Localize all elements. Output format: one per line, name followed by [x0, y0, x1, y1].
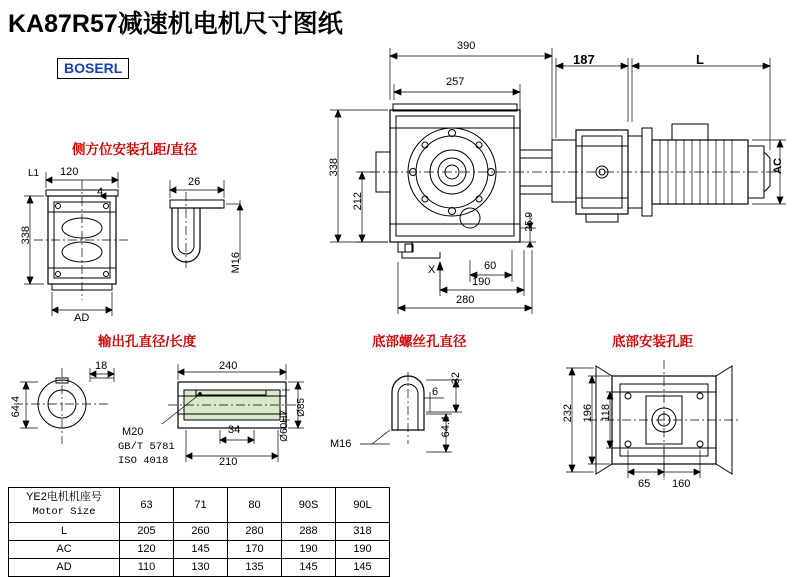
caption-output-bore: 输出孔直径/长度 [98, 334, 197, 349]
table-row [9, 559, 390, 577]
table-cell: 145 [282, 559, 336, 577]
dim-25-9: 25.9 [524, 212, 535, 232]
table-cell: 318 [336, 523, 390, 541]
table-cell: 170 [228, 541, 282, 559]
table-cell: 190 [336, 541, 390, 559]
dim-60h7: Ø60H7 [279, 410, 290, 442]
dim-338-main: 338 [328, 158, 340, 177]
table-row [9, 541, 390, 559]
dim-338-side: 338 [20, 226, 32, 245]
table-header-line2: Motor Size [32, 506, 96, 518]
table-cell: 280 [228, 523, 282, 541]
caption-side-mount: 侧方位安装孔距/直径 [72, 142, 198, 157]
dim-85: Ø85 [296, 398, 307, 417]
dim-34: 34 [228, 424, 241, 436]
dim-240: 240 [219, 360, 238, 372]
table-size-3: 90S [282, 488, 336, 523]
dim-L-main: L [696, 52, 704, 67]
brand-logo: BOSERL [57, 58, 129, 79]
dim-AC-main: AC [772, 158, 784, 174]
dim-210: 210 [219, 456, 238, 468]
dim-232: 232 [562, 404, 574, 423]
dim-280: 280 [456, 294, 475, 306]
dim-AD-side: AD [74, 312, 90, 324]
dim-18: 18 [95, 360, 108, 372]
dim-L1: L1 [28, 168, 40, 179]
table-header-line1: YE2电机机座号 [26, 491, 102, 503]
dim-190: 190 [472, 276, 491, 288]
table-cell: 145 [336, 559, 390, 577]
dim-65: 65 [638, 478, 651, 490]
dim-6: 6 [432, 386, 439, 398]
table-cell: 135 [228, 559, 282, 577]
table-size-4: 90L [336, 488, 390, 523]
thread-M16-screw: M16 [330, 438, 352, 450]
page-title: KA87R57减速机电机尺寸图纸 [8, 10, 343, 38]
thread-M16-side: M16 [230, 252, 242, 274]
dim-4: 4 [97, 186, 104, 198]
dim-X: X [428, 264, 436, 276]
table-row-label-L: L [9, 523, 120, 541]
dim-32: 32 [450, 372, 462, 385]
caption-bottom-screw: 底部螺丝孔直径 [372, 334, 467, 349]
dim-60: 60 [484, 260, 497, 272]
table-cell: 120 [120, 541, 174, 559]
std-gb: GB/T 5781 [118, 441, 175, 453]
std-iso: ISO 4018 [118, 455, 169, 467]
table-cell: 130 [174, 559, 228, 577]
table-cell: 260 [174, 523, 228, 541]
table-size-2: 80 [228, 488, 282, 523]
key-M20: M20 [122, 426, 144, 438]
table-cell: 288 [282, 523, 336, 541]
dim-196: 196 [582, 404, 594, 423]
table-size-1: 71 [174, 488, 228, 523]
table-cell: 145 [174, 541, 228, 559]
dim-257: 257 [446, 76, 465, 88]
table-row-label-AD: AD [9, 559, 120, 577]
table-cell: 190 [282, 541, 336, 559]
caption-bottom-mount: 底部安装孔距 [612, 334, 693, 349]
table-header-motor-size [9, 488, 120, 523]
table-cell: 205 [120, 523, 174, 541]
table-cell: 110 [120, 559, 174, 577]
table-row-label-AC: AC [9, 541, 120, 559]
dim-212: 212 [352, 192, 364, 211]
dim-187: 187 [573, 52, 595, 67]
dim-64-4-screw: 64.4 [440, 416, 452, 438]
dim-120: 120 [60, 166, 79, 178]
motor-size-table [8, 487, 390, 577]
dim-160: 160 [672, 478, 691, 490]
dim-64-4-out: 64.4 [10, 396, 22, 418]
table-row [9, 523, 390, 541]
dim-390: 390 [457, 40, 476, 52]
table-size-0: 63 [120, 488, 174, 523]
dim-26: 26 [188, 176, 201, 188]
table-row-header [9, 488, 390, 523]
dim-118: 118 [600, 404, 612, 422]
